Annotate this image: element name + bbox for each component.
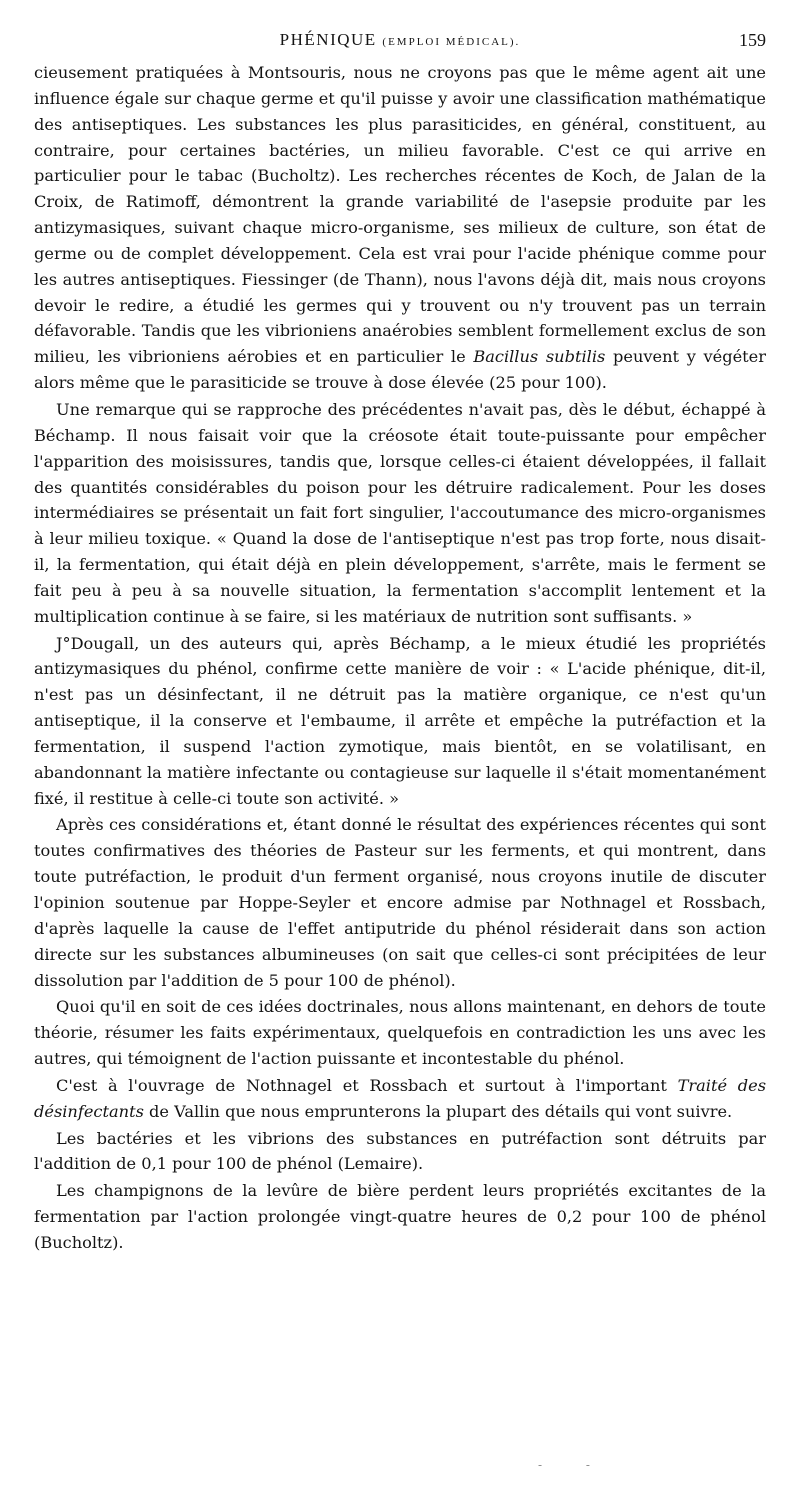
page-number: 159 — [739, 30, 766, 50]
paragraph — [34, 1073, 766, 1125]
text-run: Les bactéries et les vibrions des substances en putréfaction sont détruits par l'addition de 0,1 pour 100 de phénol (Lemaire). — [34, 1128, 766, 1174]
paragraph — [34, 1126, 766, 1178]
page-bottom-marks: - - — [538, 1458, 610, 1472]
running-header — [34, 30, 766, 56]
text-run: J°Dougall, un des auteurs qui, après Béchamp, a le mieux étudié les propriétés antizymasiques du phénol, confirme cette manière de voir : « L'acide phénique, dit-il, n'est pas un désinfectant, il ne détruit pas la matière organique, ce n'est qu'un antiseptique, il la conserve et l'embaume, il arrête et empêche la putréfaction et la fermentation, il suspend l'action zymotique, mais bientôt, en se volatilisant, en abandonnant la matière infectante ou contagieuse sur laquelle il s'était momentanément fixé, il restitue à celle-ci toute son activité. » — [34, 633, 766, 808]
text-run: C'est à l'ouvrage de Nothnagel et Rossbach et surtout à l'important — [56, 1075, 678, 1095]
paragraph — [34, 60, 766, 396]
italic-text: Bacillus subtilis — [473, 347, 606, 367]
paragraph — [34, 631, 766, 812]
header-title: PHÉNIQUE — [279, 30, 377, 49]
text-run: cieusement pratiquées à Montsouris, nous ne croyons pas que le même agent ait une influence égale sur chaque germe et qu'il puisse y avoir une classification mathématique des antiseptiques. Les substances les plus parasiticides, en général, constituent, au contraire, pour certaines bactéries, un milieu favorable. C'est ce qui arrive en particulier pour le tabac (Bucholtz). Les recherches récentes de Koch, de Jalan de la Croix, de Ratimoff, démontrent la grande variabilité de l'asepsie produite par les antizymasiques, suivant chaque micro-organisme, ses milieux de culture, son état de germe ou de complet développement. Cela est vrai pour l'acide phénique comme pour les autres antiseptiques. Fiessinger (de Thann), nous l'avons déjà dit, mais nous croyons devoir le redire, a étudié les germes qui y trouvent ou n'y trouvent pas un terrain défavorable. Tandis que les vibrioniens anaérobies semblent formellement exclus de son milieu, les vibrioniens aérobies et en particulier le — [34, 63, 766, 367]
header-subtitle: (EMPLOI MÉDICAL). — [382, 36, 521, 48]
running-title — [34, 30, 766, 50]
text-run: Une remarque qui se rapproche des précédentes n'avait pas, dès le début, échappé à Béchamp. Il nous faisait voir que la créosote était toute-puissante pour empêcher l'apparition des moisissures, tandis que, lorsque celles-ci étaient développées, il fallait des quantités considérables du poison pour les détruire radicalement. Pour les doses intermédiaires se présentait un fait fort singulier, l'accoutumance des micro-organismes à leur milieu toxique. « Quand la dose de l'antiseptique n'est pas trop forte, nous disait-il, la fermentation, qui était déjà en plein développement, s'arrête, mais le ferment se fait peu à peu à sa nouvelle situation, la fermentation s'accomplit lentement et la multiplication continue à se faire, si les matériaux de nutrition sont suffisants. » — [34, 399, 766, 626]
paragraph — [34, 994, 766, 1072]
text-run: Les champignons de la levûre de bière perdent leurs propriétés excitantes de la fermentation par l'action prolongée vingt-quatre heures de 0,2 pour 100 de phénol (Bucholtz). — [34, 1181, 766, 1252]
paragraph — [34, 1178, 766, 1256]
paragraph — [34, 812, 766, 993]
italic-text: Traité des désinfectants — [34, 1075, 767, 1121]
text-run: peuvent y végéter alors même que le parasiticide se trouve à dose élevée (25 pour 100). — [34, 347, 767, 393]
text-run: Quoi qu'il en soit de ces idées doctrinales, nous allons maintenant, en dehors de toute théorie, résumer les faits expérimentaux, quelquefois en contradiction les uns avec les autres, qui témoignent de l'action puissante et incontestable du phénol. — [34, 997, 766, 1069]
paragraph — [34, 397, 766, 630]
text-run: de Vallin que nous emprunterons la plupart des détails qui vont suivre. — [143, 1101, 733, 1121]
book-page — [34, 30, 766, 1257]
text-run: Après ces considérations et, étant donné le résultat des expériences récentes qui sont toutes confirmatives des théories de Pasteur sur les ferments, et qui montrent, dans toute putréfaction, le produit d'un ferment organisé, nous croyons inutile de discuter l'opinion soutenue par Hoppe-Seyler et encore admise par Nothnagel et Rossbach, d'après laquelle la cause de l'effet antiputride du phénol résiderait dans son action directe sur les substances albumineuses (on sait que celles-ci sont précipitées de leur dissolution par l'addition de 5 pour 100 de phénol). — [34, 815, 766, 990]
body-text — [34, 60, 766, 1256]
